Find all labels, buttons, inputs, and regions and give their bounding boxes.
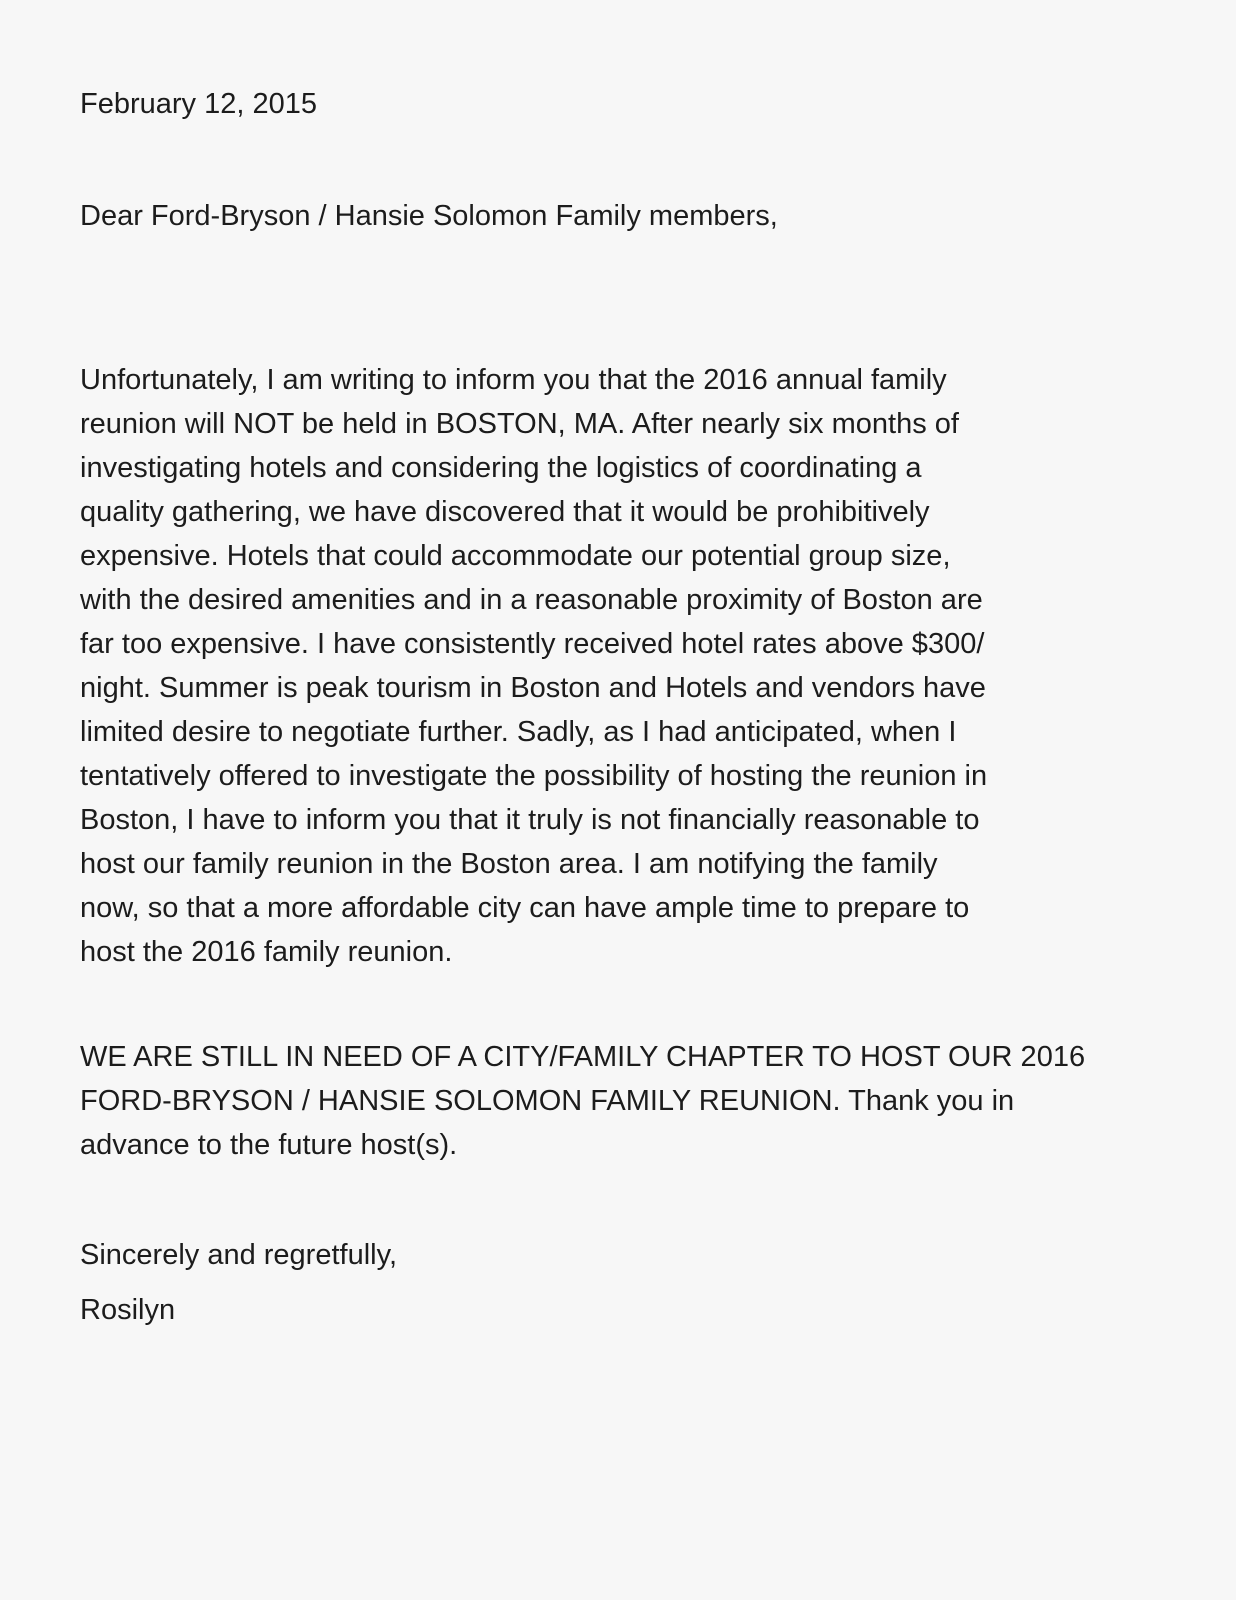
letter-closing: Sincerely and regretfully, [80, 1239, 398, 1271]
paragraph-line: now, so that a more affordable city can have ample time to prepare to [80, 892, 970, 924]
letter-date: February 12, 2015 [80, 88, 317, 120]
paragraph-line: host the 2016 family reunion. [80, 936, 453, 968]
paragraph-line: quality gathering, we have discovered that it would be prohibitively [80, 496, 930, 528]
paragraph-line: tentatively offered to investigate the possibility of hosting the reunion in [80, 760, 988, 792]
paragraph-line: Boston, I have to inform you that it truly is not financially reasonable to [80, 804, 980, 836]
paragraph-line: investigating hotels and considering the logistics of coordinating a [80, 452, 922, 484]
letter-signature: Rosilyn [80, 1294, 176, 1326]
paragraph-line: expensive. Hotels that could accommodate our potential group size, [80, 540, 951, 572]
letter-paragraph-1 [80, 358, 987, 974]
paragraph-line: with the desired amenities and in a reasonable proximity of Boston are [80, 584, 983, 616]
letter-salutation: Dear Ford-Bryson / Hansie Solomon Family members, [80, 200, 778, 232]
paragraph-line: host our family reunion in the Boston area. I am notifying the family [80, 848, 938, 880]
letter-paragraph-2 [80, 1035, 1085, 1167]
paragraph-line: reunion will NOT be held in BOSTON, MA. After nearly six months of [80, 408, 959, 440]
paragraph-line: far too expensive. I have consistently received hotel rates above $300/ [80, 628, 985, 660]
paragraph-line: limited desire to negotiate further. Sadly, as I had anticipated, when I [80, 716, 957, 748]
paragraph-line: Unfortunately, I am writing to inform you that the 2016 annual family [80, 364, 947, 396]
paragraph-line: WE ARE STILL IN NEED OF A CITY/FAMILY CHAPTER TO HOST OUR 2016 [80, 1041, 1086, 1073]
paragraph-line: night. Summer is peak tourism in Boston and Hotels and vendors have [80, 672, 986, 704]
paragraph-line: FORD-BRYSON / HANSIE SOLOMON FAMILY REUNION. Thank you in [80, 1085, 1015, 1117]
paragraph-line: advance to the future host(s). [80, 1129, 458, 1161]
